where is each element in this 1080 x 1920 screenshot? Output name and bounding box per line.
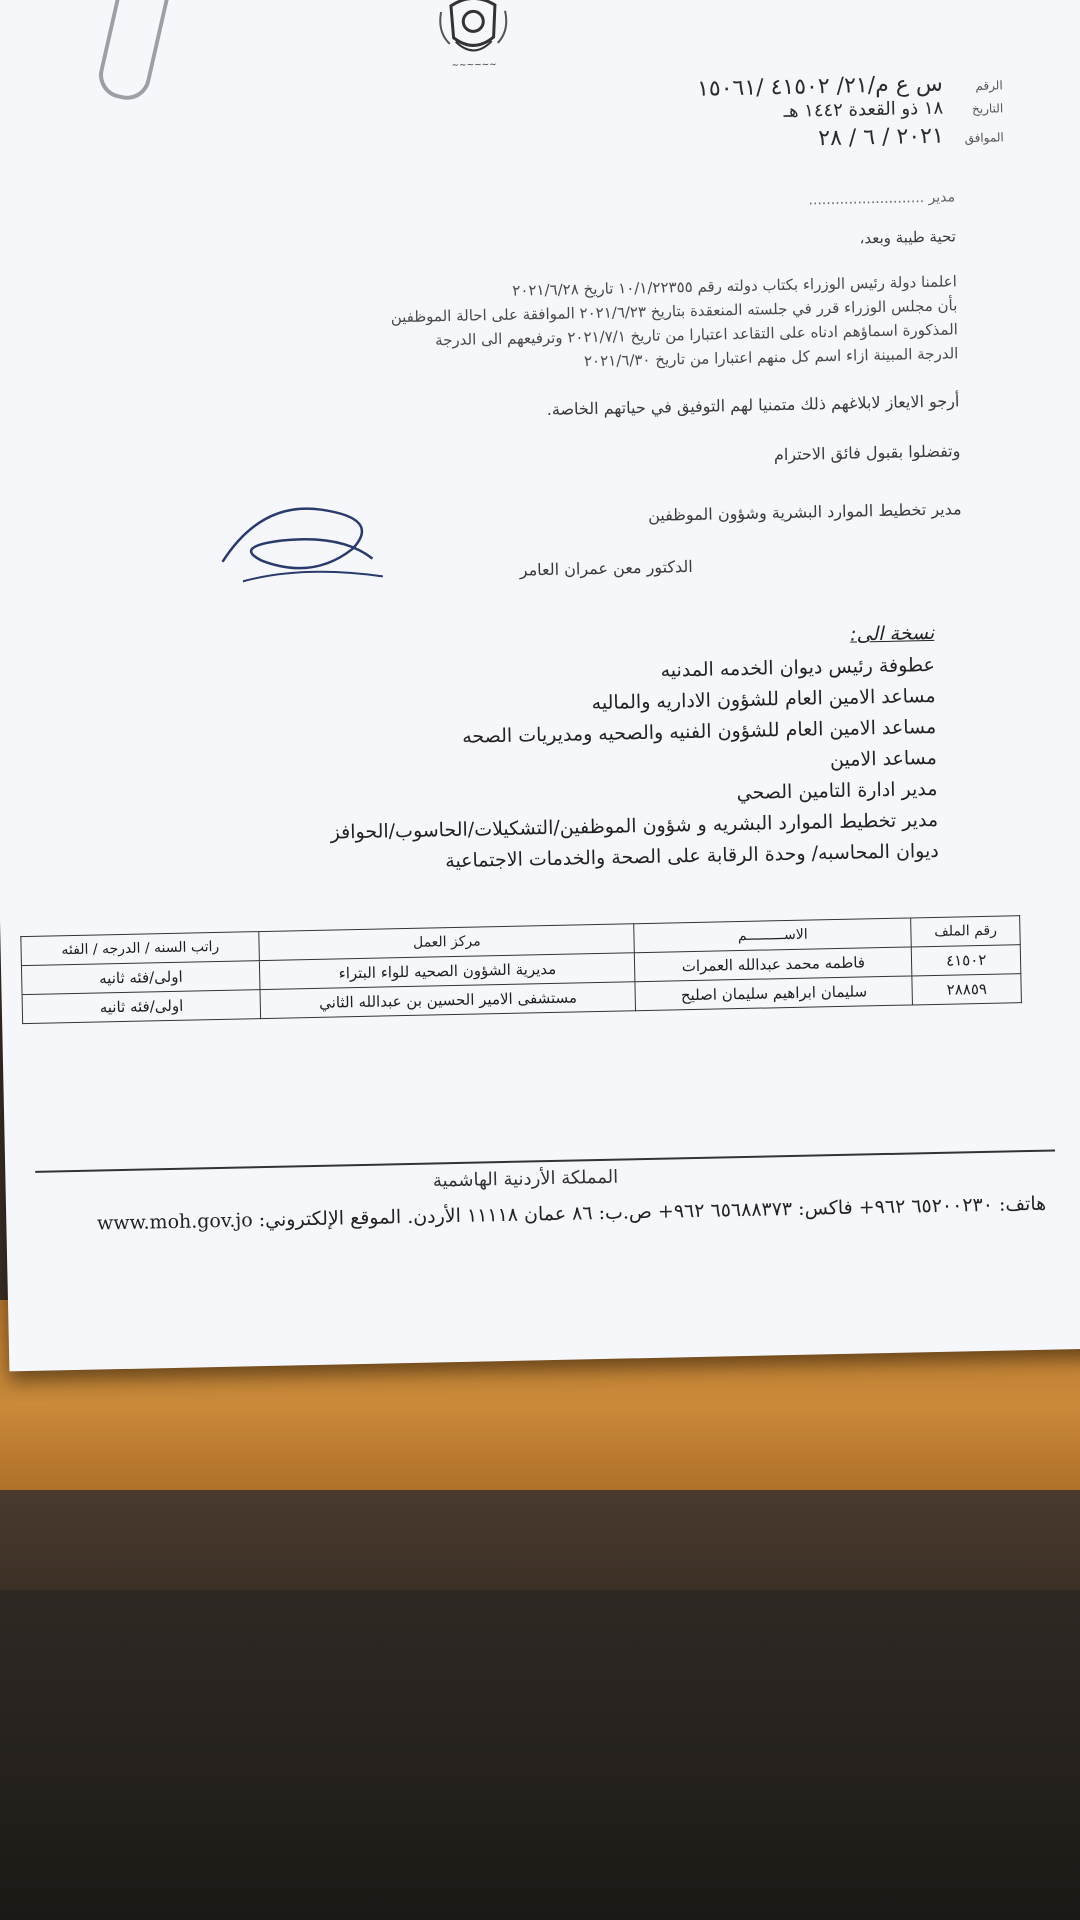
cell-grade: اولى/فئه ثانيه [21, 961, 260, 995]
cell-workplace: مستشفى الامير الحسين بن عبدالله الثاني [260, 982, 635, 1019]
cell-grade: اولى/فئه ثانيه [22, 990, 261, 1024]
signer-name: الدكتور معن عمران العامر [519, 556, 693, 580]
greeting: تحية طيبة وبعد، [859, 227, 957, 248]
reference-block [483, 70, 1005, 159]
footer-contact [46, 1193, 1046, 1236]
handwritten-signature [201, 488, 403, 602]
contact-details: هاتف: ٦٥٢٠٠٢٣٠ ٩٦٢+ فاكس: ٦٥٦٨٨٣٧٣ ٩٦٢+ ص.ب: ٨٦ عمان ١١١١٨ الأردن. الموقع الإلكتروني: [258, 1192, 1047, 1232]
paperclip-icon [94, 0, 176, 104]
copy-recipient: مساعد الامين العام للشؤون الاداريه والماليه [591, 684, 936, 715]
jordan-emblem-icon [432, 0, 514, 72]
copy-recipient: مساعد الامين [829, 746, 938, 772]
letter-paragraph [77, 269, 959, 383]
website-link[interactable]: www.moh.gov.jo [96, 1209, 253, 1235]
retirees-table [20, 915, 1022, 1024]
corr-label: الموافق [964, 130, 1004, 146]
footer-kingdom: المملكة الأردنية الهاشمية [432, 1166, 619, 1192]
addressee: مدير .......................... [808, 189, 956, 209]
paragraph-line: اعلمنا دولة رئيس الوزراء بكتاب دولته رقم ١٠/١/٢٢٣٥٥ تاريخ ٢٠٢١/٦/٢٨ [512, 272, 958, 300]
cell-name: سليمان ابراهيم سليمان اصليح [635, 976, 913, 1011]
paragraph-line: الدرجة المبينة ازاء اسم كل منهم اعتبارا من تاريخ ٢٠٢١/٦/٣٠ [583, 344, 959, 371]
date-hijri: ١٨ ذو القعدة ١٤٤٢ هـ [783, 97, 944, 122]
closing-wish: أرجو الايعاز لابلاغهم ذلك متمنيا لهم التوفيق في حياتهم الخاصة. [546, 391, 960, 419]
closing-regards: وتفضلوا بقبول فائق الاحترام [773, 441, 961, 465]
copy-to-heading: نسخة الى: [849, 621, 935, 646]
ref-label: الرقم [975, 78, 1003, 93]
copy-recipient: مدير تخطيط الموارد البشريه و شؤون الموظفين/التشكيلات/الحاسوب/الحوافز [330, 808, 939, 844]
floor-background [0, 1590, 1080, 1920]
date-label: التاريخ [971, 101, 1004, 116]
signer-title: مدير تخطيط الموارد البشرية وشؤون الموظفين [647, 499, 962, 525]
cell-file-number: ٤١٥٠٢ [912, 945, 1021, 976]
paragraph-line: بأن مجلس الوزراء قرر في جلسته المنعقدة بتاريخ ٢٠٢١/٦/٢٣ الموافقة على احالة الموظفين [390, 296, 958, 327]
cell-file-number: ٢٨٨٥٩ [912, 974, 1021, 1005]
col-name: الاســـــــــم [634, 918, 912, 953]
svg-text:~~~~~~: ~~~~~~ [451, 59, 497, 71]
copy-recipient: مدير ادارة التامين الصحي [736, 777, 938, 805]
cell-name: فاطمه محمد عبدالله العمرات [634, 947, 912, 982]
col-workplace: مركز العمل [259, 924, 634, 961]
paragraph-line: المذكورة اسماؤهم ادناه على التقاعد اعتبارا من تاريخ ٢٠٢١/٧/١ وترفيعهم الى الدرجة [434, 320, 959, 350]
copy-recipient: ديوان المحاسبه/ وحدة الرقابة على الصحة والخدمات الاجتماعية [445, 839, 939, 873]
cell-workplace: مديرية الشؤون الصحيه للواء البتراء [260, 953, 635, 990]
copy-recipient: مساعد الامين العام للشؤون الفنيه والصحيه ومديريات الصحه [461, 715, 937, 748]
col-file-number: رقم الملف [911, 916, 1020, 947]
copy-to-section [174, 622, 939, 883]
date-gregorian: ٢٠٢١ / ٦ / ٢٨ [817, 123, 945, 152]
copy-recipient: عطوفة رئيس ديوان الخدمه المدنيه [660, 653, 936, 682]
col-grade: راتب السنه / الدرجه / الفئه [21, 932, 260, 966]
desk-edge [0, 1490, 1080, 1600]
ref-number: س ع م/٢١/ ٤١٥٠٢ /١٥٠٦١ [696, 71, 943, 102]
